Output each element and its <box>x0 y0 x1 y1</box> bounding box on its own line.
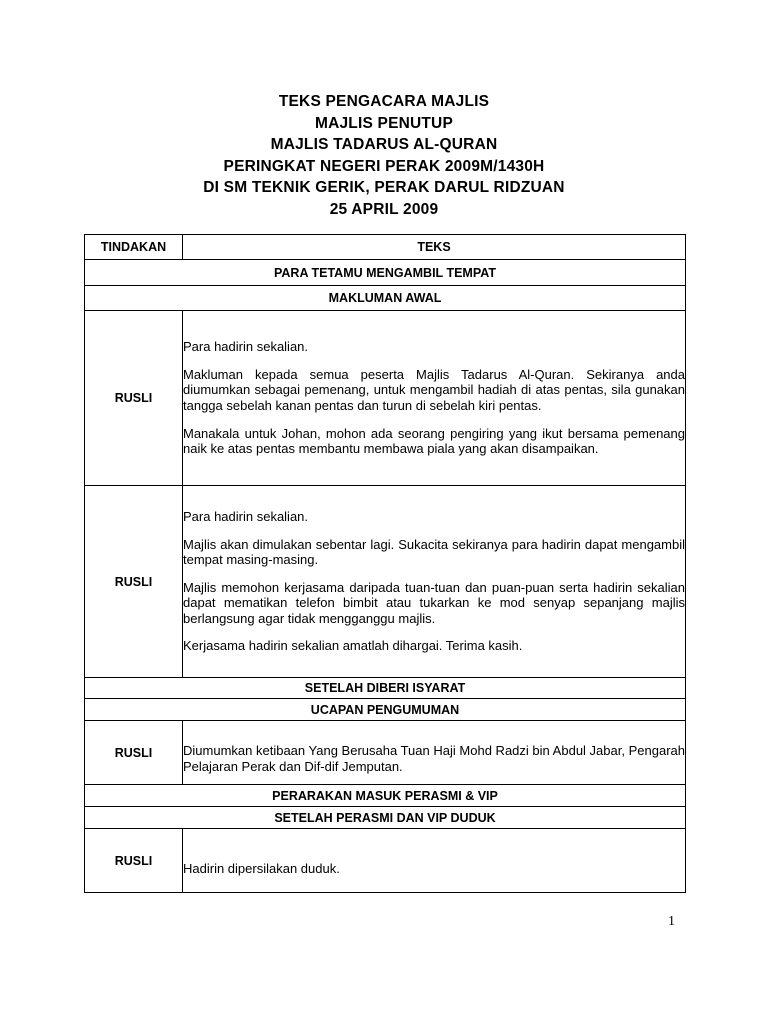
table-row <box>85 829 686 893</box>
title-line: TEKS PENGACARA MAJLIS <box>278 93 490 110</box>
section-heading-row <box>85 699 686 721</box>
speaker-name: RUSLI <box>85 486 183 678</box>
script-table <box>84 234 686 893</box>
title-line: 25 APRIL 2009 <box>329 200 439 218</box>
section-heading-row <box>85 785 686 807</box>
title-line: MAJLIS PENUTUP <box>314 114 453 132</box>
script-paragraph: Makluman kepada semua peserta Majlis Tadarus Al-Quran. Sekiranya anda diumumkan sebagai pemenang, untuk mengambil hadiah di atas pentas, sila gunakan tangga sebelah kanan pentas dan turun di sebelah kiri pentas. <box>183 366 685 413</box>
section-heading-row <box>85 807 686 829</box>
header-text: TEKS <box>183 235 686 260</box>
script-text <box>183 486 686 678</box>
script-paragraph: Manakala untuk Johan, mohon ada seorang pengiring yang ikut bersama pemenang naik ke atas pentas membantu membawa piala yang akan disampaikan. <box>183 425 685 457</box>
speaker-name: RUSLI <box>85 829 183 893</box>
section-heading-row <box>85 286 686 311</box>
script-text <box>183 311 686 486</box>
title-line: PERINGKAT NEGERI PERAK 2009M/1430H <box>223 157 545 175</box>
script-paragraph: Hadirin dipersilakan duduk. <box>183 861 340 877</box>
section-heading: MAKLUMAN AWAL <box>85 286 686 311</box>
section-heading: SETELAH PERASMI DAN VIP DUDUK <box>85 807 686 829</box>
table-row <box>85 311 686 486</box>
speaker-name: RUSLI <box>85 311 183 486</box>
script-paragraph: Para hadirin sekalian. <box>183 339 309 355</box>
script-paragraph: Para hadirin sekalian. <box>183 508 309 524</box>
script-paragraph: Kerjasama hadirin sekalian amatlah dihargai. Terima kasih. <box>183 638 523 654</box>
section-heading: PARA TETAMU MENGAMBIL TEMPAT <box>85 260 686 286</box>
section-heading: SETELAH DIBERI ISYARAT <box>85 678 686 699</box>
section-heading-row <box>85 260 686 286</box>
script-paragraph: Diumumkan ketibaan Yang Berusaha Tuan Haji Mohd Radzi bin Abdul Jabar, Pengarah Pelajaran Perak dan Dif-dif Jemputan. <box>183 743 685 774</box>
page-number: 1 <box>668 914 675 929</box>
section-heading-row <box>85 678 686 699</box>
speaker-name: RUSLI <box>85 721 183 785</box>
table-row <box>85 721 686 785</box>
document-title <box>0 91 768 221</box>
title-line: DI SM TEKNIK GERIK, PERAK DARUL RIDZUAN <box>203 179 565 197</box>
script-text <box>183 829 686 893</box>
script-paragraph: Majlis memohon kerjasama daripada tuan-tuan dan puan-puan serta hadirin sekalian dapat mematikan telefon bimbit atau tukarkan ke mod senyap sepanjang majlis berlangsung agar tidak mengganggu majlis. <box>183 579 685 626</box>
title-line: MAJLIS TADARUS AL-QURAN <box>270 136 498 154</box>
script-text <box>183 721 686 785</box>
section-heading: UCAPAN PENGUMUMAN <box>85 699 686 721</box>
script-paragraph: Majlis akan dimulakan sebentar lagi. Sukacita sekiranya para hadirin dapat mengambil tempat masing-masing. <box>183 536 685 568</box>
table-header-row <box>85 235 686 260</box>
table-row <box>85 486 686 678</box>
header-action: TINDAKAN <box>85 235 183 260</box>
section-heading: PERARAKAN MASUK PERASMI & VIP <box>85 785 686 807</box>
